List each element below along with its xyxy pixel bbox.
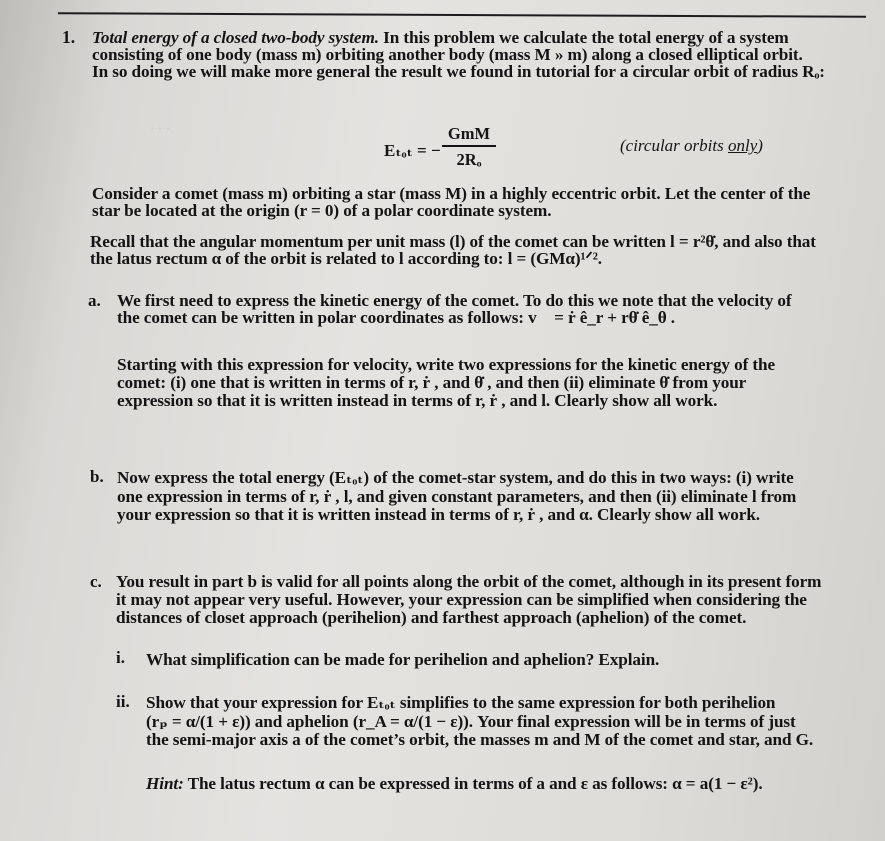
problem-title: Total energy of a closed two-body system.	[92, 28, 379, 47]
hint	[146, 775, 763, 792]
part-c-i-label: i.	[116, 648, 125, 667]
equation-fraction-bar	[442, 145, 496, 147]
part-a-line-0: We first need to express the kinetic energy of the comet. To do this we note that the velocity of	[117, 291, 792, 310]
recall-paragraph	[90, 233, 816, 267]
part-a2-line-0: Starting with this expression for velocity, write two expressions for the kinetic energy of the	[117, 355, 776, 374]
part-a-text	[117, 292, 792, 326]
part-b-line-0: Now express the total energy (Eₜₒₜ) of the comet-star system, and do this in two ways: (i) write	[117, 468, 794, 487]
part-c-label: c.	[90, 572, 102, 591]
equation-lhs: Eₜₒₜ = −	[384, 141, 441, 160]
part-c-ii-text	[146, 694, 813, 750]
part-b-line-1: one expression in terms of r, ṙ , l, and given constant parameters, and then (ii) eliminate l from	[117, 486, 797, 506]
comet-line-1: star be located at the origin (r = 0) of a polar coordinate system.	[92, 201, 552, 220]
part-c-i-text: What simplification can be made for perihelion and aphelion? Explain.	[146, 650, 660, 669]
intro-line-2: In so doing we will make more general the result we found in tutorial for a circular orbit of radius Rₒ:	[92, 62, 825, 81]
part-a-label: a.	[88, 291, 101, 310]
problem-intro	[92, 29, 825, 80]
part-b-text	[117, 469, 796, 525]
bleed-through-texture: · · ·	[150, 120, 171, 135]
comet-paragraph	[92, 185, 810, 219]
recall-line-1: the latus rectum α of the orbit is related to l according to: l = (GMα)¹ᐟ².	[90, 249, 602, 268]
part-c-ii-label: ii.	[116, 692, 130, 711]
equation-denominator: 2Rₒ	[456, 150, 482, 169]
hint-text: The latus rectum α can be expressed in terms of a and ε as follows: α = a(1 − ε²).	[183, 774, 763, 793]
part-c-text	[116, 573, 821, 627]
intro-line-1: consisting of one body (mass m) orbiting another body (mass M » m) along a closed elliptical orbit.	[92, 45, 803, 64]
problem-number: 1.	[62, 27, 76, 47]
part-c-line-2: distances of closet approach (perihelion) and farthest approach (aphelion) of the comet.	[116, 608, 747, 627]
top-rule	[58, 12, 866, 18]
equation-numerator: GmM	[447, 124, 491, 143]
intro-line-0: In this problem we calculate the total energy of a system	[378, 28, 789, 47]
part-b-label: b.	[90, 467, 104, 486]
part-c-ii-line-1: (rₚ = α/(1 + ε)) and aphelion (r_A = α/(1 − ε)). Your final expression will be in terms of just	[146, 711, 796, 731]
part-b-line-2: your expression so that it is written instead in terms of r, ṙ , and α. Clearly show all work.	[117, 505, 760, 524]
part-c-line-0: You result in part b is valid for all points along the orbit of the comet, although in its present form	[116, 572, 822, 591]
part-a2-line-1: comet: (i) one that is written in terms of r, ṙ , and θ̇ , and then (ii) eliminate θ̇ from your	[117, 373, 747, 392]
part-c-ii-line-2: the semi-major axis a of the comet’s orbit, the masses m and M of the comet and star, and G.	[146, 730, 814, 749]
circular-orbits-note: (circular orbits only)	[620, 136, 763, 155]
part-c-ii-line-0: Show that your expression for Eₜₒₜ simplifies to the same expression for both perihelion	[146, 693, 776, 712]
part-a-line-1: the comet can be written in polar coordinates as follows: v⃗ = ṙ ê_r + rθ̇ ê_θ .	[117, 308, 675, 327]
hint-label: Hint:	[146, 774, 184, 793]
recall-line-0: Recall that the angular momentum per unit mass (l) of the comet can be written l = r²θ̇, and also that	[90, 232, 816, 251]
comet-line-0: Consider a comet (mass m) orbiting a star (mass M) in a highly eccentric orbit. Let the center of the	[92, 184, 811, 203]
part-a-text-2	[117, 356, 775, 410]
part-a2-line-2: expression so that it is written instead in terms of r, ṙ , and l. Clearly show all work.	[117, 391, 718, 410]
part-c-line-1: it may not appear very useful. However, your expression can be simplified when considering the	[116, 590, 807, 609]
